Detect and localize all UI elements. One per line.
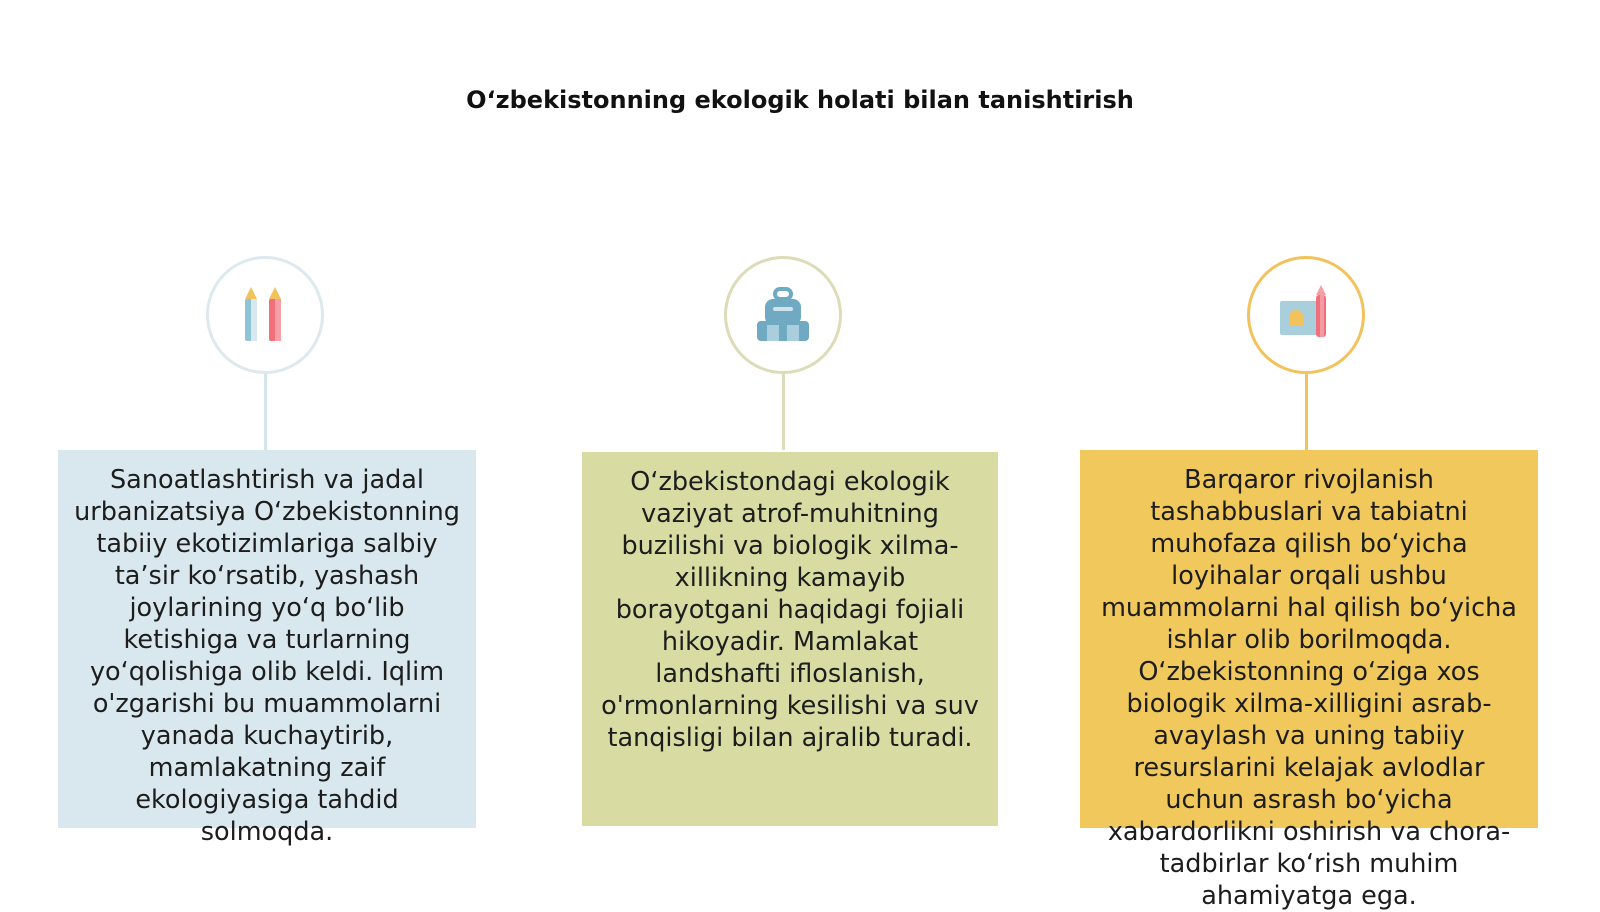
icon-circle-1 bbox=[206, 256, 324, 374]
pencils-icon bbox=[239, 285, 291, 345]
card-3-text: Barqaror rivojlanish tashabbuslari va tabiatni muhofaza qilish bo‘yicha loyihalar orqali ushbu muammolarni hal qilish bo‘yicha ishlar olib borilmoqda. O‘zbekistonning o‘ziga xos biologik xilma-xilligini asrab-avaylash va uning tabiiy resurslarini kelajak avlodlar uchun asrash bo‘yicha xabardorlikni oshirish va chora-tadbirlar ko‘rish muhim ahamiyatga ega. bbox=[1101, 465, 1517, 911]
card-1-text: Sanoatlashtirish va jadal urbanizatsiya O‘zbekistonning tabiiy ekotizimlariga salbiy ta’sir ko‘rsatib, yashash joylarining yo‘q bo‘lib ketishiga va turlarning yo‘qolishiga olib keldi. Iqlim o'zgarishi bu muammolarni yanada kuchaytirib, mamlakatning zaif ekologiyasiga tahdid solmoqda. bbox=[74, 465, 460, 847]
card-2-text: O‘zbekistondagi ekologik vaziyat atrof-muhitning buzilishi va biologik xilma-xillikning kamayib borayotgani haqidagi fojiali hikoyadir. Mamlakat landshafti ifloslanish, o'rmonlarning kesilishi va suv tanqisligi bilan ajralib turadi. bbox=[601, 467, 979, 753]
info-card-2 bbox=[582, 452, 998, 826]
slide-title: O‘zbekistonning ekologik holati bilan tanishtirish bbox=[466, 86, 1134, 114]
info-card-3 bbox=[1080, 450, 1538, 911]
icon-circle-2 bbox=[724, 256, 842, 374]
picture-and-crayon-icon bbox=[1276, 285, 1336, 345]
info-card-1 bbox=[58, 450, 476, 847]
backpack-icon bbox=[753, 285, 813, 345]
connector-line-1 bbox=[264, 374, 267, 450]
connector-line-3 bbox=[1305, 374, 1308, 450]
connector-line-2 bbox=[782, 374, 785, 450]
icon-circle-3 bbox=[1247, 256, 1365, 374]
